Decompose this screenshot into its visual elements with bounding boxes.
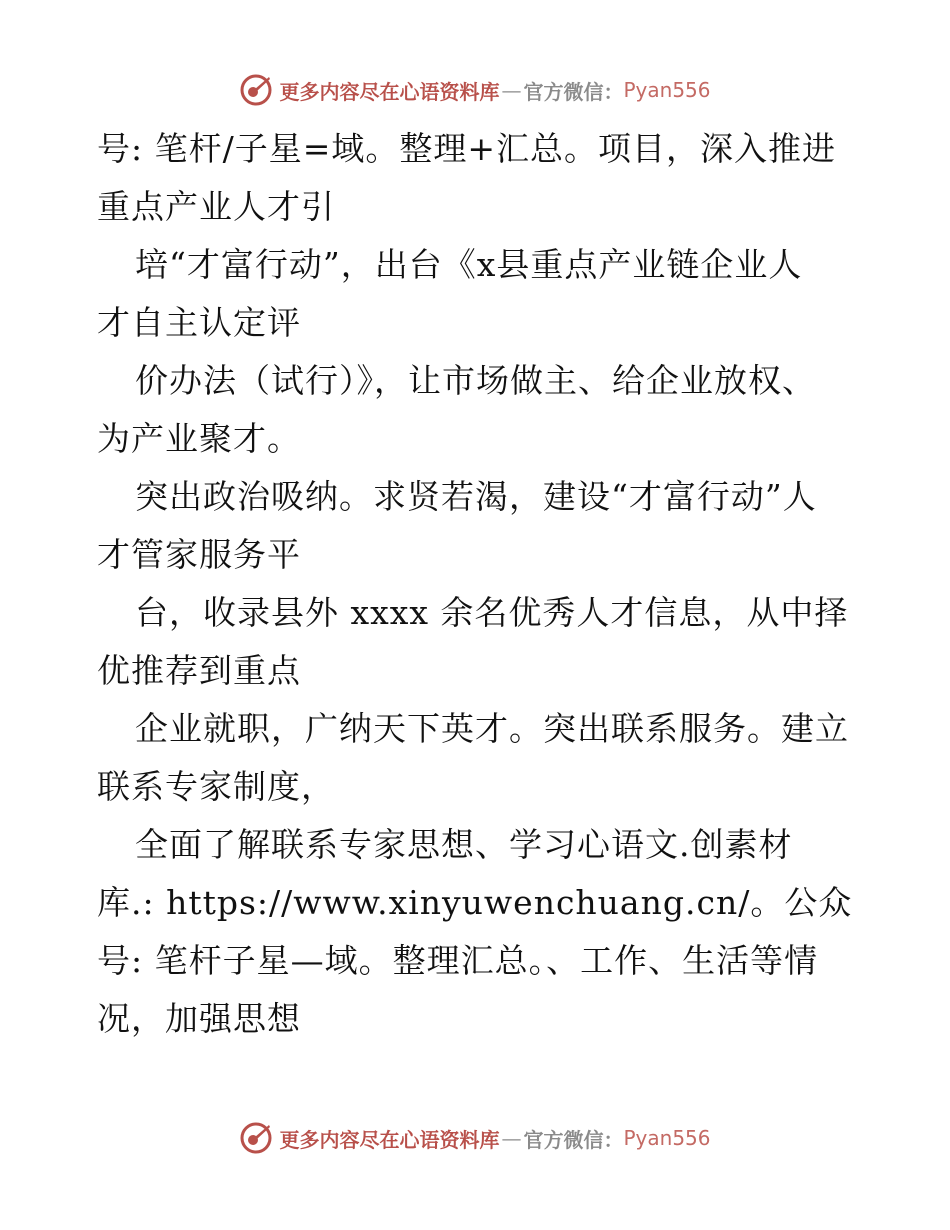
text-line: 企业就职，广纳天下英才。突出联系服务。建立 (135, 709, 849, 748)
pen-logo-icon (239, 73, 273, 107)
text-line: 突出政治吸纳。求贤若渴，建设“才富行动”人 (135, 477, 817, 516)
text-line: 价办法（试行）》，让市场做主、给企业放权、 (135, 361, 816, 400)
text-line: 联系专家制度， (97, 767, 335, 806)
pen-logo-icon (239, 1121, 273, 1155)
header-banner (0, 70, 950, 110)
text-line: 号: 笔杆子星—域。整理汇总。、工作、生活等情 (97, 941, 819, 980)
text-line: 台，收录县外 xxxx 余名优秀人才信息，从中择 (135, 593, 849, 632)
text-line: 况，加强思想 (97, 999, 301, 1038)
banner-wechat-id: Pyan556 (623, 1126, 711, 1150)
text-line: 全面了解联系专家思想、学习心语文.创素材 (135, 825, 793, 864)
text-line: 为产业聚才。 (97, 419, 301, 458)
banner-wechat-label: 官方微信： (523, 1127, 624, 1152)
text-line: 重点产业人才引 (97, 187, 335, 226)
text-line: 才自主认定评 (97, 303, 301, 342)
text-line: 优推荐到重点 (97, 651, 301, 690)
text-line: 号: 笔杆/子星=域。整理+汇总。项目，深入推进 (97, 129, 837, 168)
banner-wechat-id: Pyan556 (623, 78, 711, 102)
text-line: 库.: https://www.xinyuwenchuang.cn/。公众 (97, 883, 853, 922)
banner-separator: — (501, 1126, 522, 1150)
banner-separator: — (501, 78, 522, 102)
banner-title: 更多内容尽在心语资料库 (279, 1127, 500, 1152)
banner-title: 更多内容尽在心语资料库 (279, 79, 500, 104)
text-line: 培“才富行动”，出台《x县重点产业链企业人 (135, 245, 803, 284)
document-body (97, 120, 857, 1048)
footer-banner (0, 1118, 950, 1158)
banner-wechat-label: 官方微信： (523, 79, 624, 104)
text-line: 才管家服务平 (97, 535, 301, 574)
